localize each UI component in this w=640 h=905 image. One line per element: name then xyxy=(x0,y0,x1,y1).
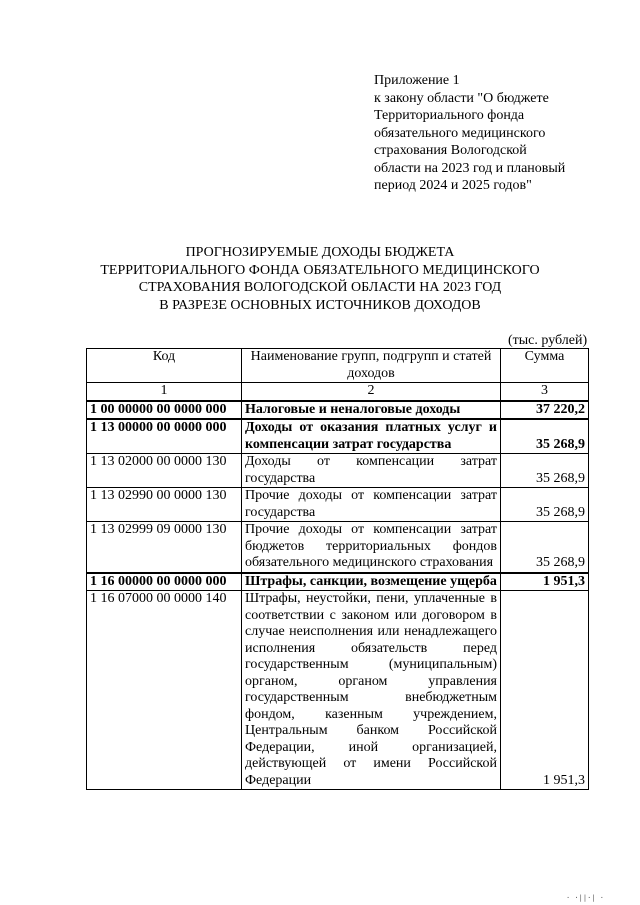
row-name: Штрафы, санкции, возмещение ущерба xyxy=(242,573,501,591)
row-sum: 35 268,9 xyxy=(501,488,589,522)
appendix-note xyxy=(374,72,624,195)
appendix-line: период 2024 и 2025 годов" xyxy=(374,178,532,193)
title-line: ТЕРРИТОРИАЛЬНОГО ФОНДА ОБЯЗАТЕЛЬНОГО МЕДИЦИНСКОГО xyxy=(100,262,540,278)
row-code: 1 13 02000 00 0000 130 xyxy=(87,454,242,488)
row-code: 1 13 00000 00 0000 000 xyxy=(87,419,242,454)
appendix-line: страхования Вологодской xyxy=(374,143,527,158)
row-sum: 1 951,3 xyxy=(501,591,589,790)
appendix-line: обязательного медицинского xyxy=(374,125,546,141)
column-number-row xyxy=(87,383,589,401)
row-sum: 1 951,3 xyxy=(501,573,589,591)
appendix-line: Территориального фонда xyxy=(374,108,525,123)
appendix-line: к закону области "О бюджете xyxy=(374,90,549,106)
header-code: Код xyxy=(87,349,242,383)
table-row xyxy=(87,419,589,454)
row-code: 1 16 07000 00 0000 140 xyxy=(87,591,242,790)
unit-label: (тыс. рублей) xyxy=(508,333,588,348)
title-line: СТРАХОВАНИЯ ВОЛОГОДСКОЙ ОБЛАСТИ НА 2023 ГОД xyxy=(138,280,502,295)
row-name: Прочие доходы от компенсации затрат государства xyxy=(242,488,501,522)
header-sum: Сумма xyxy=(501,349,589,383)
table-row xyxy=(87,488,589,522)
row-code: 1 00 00000 00 0000 000 xyxy=(87,401,242,420)
column-number: 3 xyxy=(501,383,589,401)
appendix-line: Приложение 1 xyxy=(374,73,460,88)
row-sum: 37 220,2 xyxy=(501,401,589,420)
title-line: ПРОГНОЗИРУЕМЫЕ ДОХОДЫ БЮДЖЕТА xyxy=(185,245,455,260)
row-sum: 35 268,9 xyxy=(501,522,589,573)
row-code: 1 13 02990 00 0000 130 xyxy=(87,488,242,522)
row-code: 1 13 02999 09 0000 130 xyxy=(87,522,242,573)
footer-mark: · ·||·| · xyxy=(566,894,604,902)
table-row xyxy=(87,522,589,573)
row-code: 1 16 00000 00 0000 000 xyxy=(87,573,242,591)
table-body xyxy=(87,401,589,790)
revenue-table xyxy=(86,348,589,790)
header-name: Наименование групп, подгрупп и статей доходов xyxy=(242,349,501,383)
table-row xyxy=(87,401,589,420)
row-name: Прочие доходы от компенсации затрат бюджетов территориальных фондов обязательного медицинского страхования xyxy=(242,522,501,573)
document-title xyxy=(60,244,580,314)
row-name: Доходы от компенсации затрат государства xyxy=(242,454,501,488)
row-name: Штрафы, неустойки, пени, уплаченные в соответствии с законом или договором в случае неисполнения или ненадлежащего исполнения обязательств перед государственным (муниципальным) органом, органом управления государственным внебюджетным фондом, казенным учреждением, Центральным банком Российской Федерации, иной организацией, действующей от имени Российской Федерации xyxy=(242,591,501,790)
appendix-line: области на 2023 год и плановый xyxy=(374,160,566,176)
row-name: Доходы от оказания платных услуг и компенсации затрат государства xyxy=(242,419,501,454)
table-header-row xyxy=(87,349,589,383)
column-number: 1 xyxy=(87,383,242,401)
column-number: 2 xyxy=(242,383,501,401)
table-row xyxy=(87,454,589,488)
title-line: В РАЗРЕЗЕ ОСНОВНЫХ ИСТОЧНИКОВ ДОХОДОВ xyxy=(159,297,481,313)
row-name: Налоговые и неналоговые доходы xyxy=(242,401,501,420)
row-sum: 35 268,9 xyxy=(501,419,589,454)
row-sum: 35 268,9 xyxy=(501,454,589,488)
table-row xyxy=(87,591,589,790)
table-row xyxy=(87,573,589,591)
